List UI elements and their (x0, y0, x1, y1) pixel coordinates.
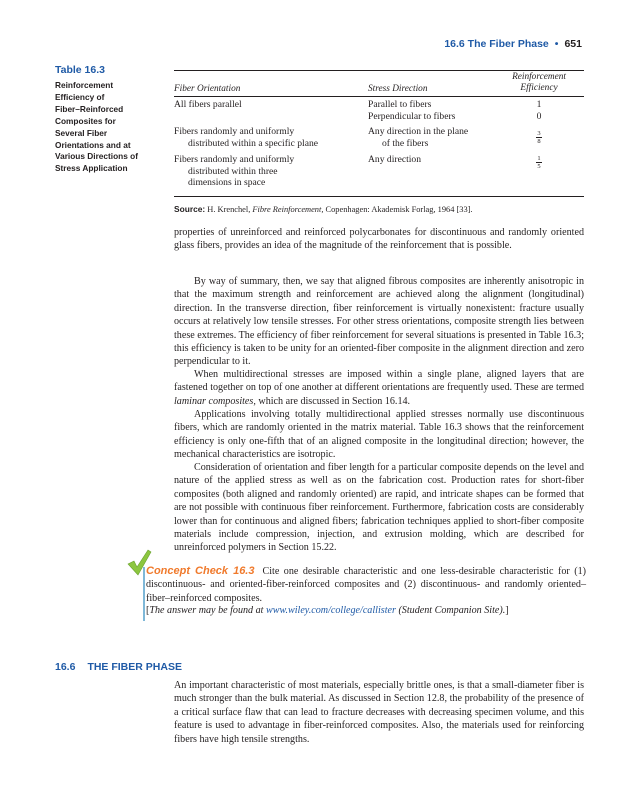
running-head-separator: • (554, 38, 559, 50)
paragraph-text: When multidirectional stresses are imposed within a single plane, aligned layers that are fastened together on top of one another at different orientations are frequently used. These are termed (174, 369, 584, 394)
table-row-2-stress (368, 126, 468, 149)
cell-line: of the fibers (382, 137, 429, 149)
section-title: THE FIBER PHASE (87, 661, 182, 673)
answer-text: (Student Companion Site). (398, 605, 506, 616)
key-term: laminar composites, (174, 395, 256, 407)
efficiency-table (174, 70, 584, 200)
table-row-3-stress (368, 154, 421, 166)
answer-link[interactable]: www.wiley.com/college/callister (266, 605, 396, 616)
header-stress-direction: Stress Direction (368, 84, 428, 94)
header-reinforcement-efficiency (494, 72, 584, 94)
table-row-2-efficiency (519, 130, 559, 145)
caption-line: Orientations and at (55, 139, 131, 150)
paragraph: An important characteristic of most materials, especially brittle ones, is that a small-diameter fiber is much stronger than the bulk material. As discussed in Section 12.8, the probability of the presence of a critical surface flaw that can lead to fracture decreases with decreasing specimen volume, and this feature is used to advantage in fiber-reinforced composites. Also, the materials used for reinforcing fibers have high tensile strengths. (174, 680, 584, 745)
cell-line: Fibers randomly and uniformly (174, 126, 295, 137)
caption-line: Various Directions of (55, 151, 138, 162)
table-source (174, 204, 473, 214)
concept-check-question: Cite one desirable characteristic and one less-desirable characteristic for (1) discontinuous- and oriented-fiber-reinforced composites and (2) discontinuous- and randomly oriented–fiber–reinforced composites. (146, 566, 586, 604)
cell-line: 0 (536, 110, 542, 122)
cell-line: distributed within three (188, 165, 278, 177)
cell-line: dimensions in space (188, 177, 266, 189)
source-title: Fibre Reinforcement, (252, 205, 324, 214)
header-efficiency-line2: Efficiency (520, 83, 558, 93)
table-row-2-orientation (174, 126, 318, 149)
fraction-three-eighths: $\frac{3}{8}$ (537, 130, 541, 145)
paragraph: Applications involving totally multidirectional applied stresses normally use discontinuous fibers, which are randomly oriented in the matrix material. Table 16.3 shows that the reinforcement efficiency is only one-fifth that of an aligned composite in the longitudinal direction; however, the mechanical characteristics are isotropic. (174, 409, 584, 461)
running-head-section: 16.6 The Fiber Phase (444, 38, 549, 50)
bracket: [ (146, 605, 150, 616)
concept-check (146, 565, 586, 605)
section-heading (55, 661, 182, 673)
paragraph: properties of unreinforced and reinforced polycarbonates for discontinuous and randomly oriented glass fibers, provides an idea of the magnitude of the reinforcement that is possible. (174, 227, 584, 252)
header-efficiency-line1: Reinforcement (512, 72, 566, 82)
running-head (444, 38, 582, 50)
table-bottom-rule (174, 196, 584, 197)
page-number: 651 (564, 38, 582, 50)
caption-line: Efficiency of (55, 91, 105, 102)
paragraph-text: which are discussed in Section 16.14. (258, 395, 411, 407)
table-number: Table 16.3 (55, 64, 105, 76)
caption-line: Reinforcement (55, 80, 114, 90)
caption-line: Several Fiber (55, 127, 108, 138)
table-row-1-stress (368, 99, 455, 122)
fraction-one-fifth: $\frac{1}{5}$ (537, 155, 541, 170)
paragraph: By way of summary, then, we say that aligned fibrous composites are inherently anisotropic in that the maximum strength and reinforcement are achieved along the alignment (longitudinal) direction. In the transverse direction, fiber reinforcement is virtually nonexistent: fracture usually occurs at relatively low tensile stresses. For other stress orientations, composite strength lies between these extremes. The efficiency of fiber reinforcement for several situations is presented in Table 16.3; this efficiency is taken to be unity for an oriented-fiber composite in the alignment direction and zero perpendicular to it. (174, 276, 584, 368)
table-row-3-efficiency (519, 155, 559, 170)
source-label: Source: (174, 204, 206, 214)
cell-line: All fibers parallel (174, 99, 242, 110)
table-header-rule (174, 96, 584, 97)
concept-check-answer (146, 605, 509, 616)
caption-line: Fiber–Reinforced (55, 103, 124, 114)
paragraph: Consideration of orientation and fiber length for a particular composite depends on the level and nature of the applied stress as well as on the fabrication cost. Production rates for short-fiber composites (both aligned and randomly oriented) are rapid, and intricate shapes can be formed that are not possible with continuous fiber reinforcement. Furthermore, fabrication costs are considerably lower than for continuous and aligned fibers; fabrication techniques applied to short-fiber composite materials include compression, injection, and extrusion molding, which are described for unreinforced polymers in Section 15.22. (174, 462, 584, 554)
cell-line: 1 (536, 99, 542, 110)
source-publisher: Copenhagen: Akademisk Forlag, 1964 [33]. (325, 205, 473, 214)
table-row-1-efficiency (519, 99, 559, 122)
cell-line: Any direction in the plane (368, 126, 469, 137)
cell-line: distributed within a specific plane (188, 137, 319, 149)
cell-line: Perpendicular to fibers (368, 110, 456, 122)
table-title (55, 80, 167, 175)
answer-text: The answer may be found at (149, 605, 264, 616)
caption-line: Composites for (55, 115, 116, 126)
concept-check-title: Concept Check 16.3 (146, 565, 255, 577)
header-fiber-orientation: Fiber Orientation (174, 84, 241, 94)
cell-line: Fibers randomly and uniformly (174, 154, 295, 165)
caption-line: Stress Application (55, 163, 128, 174)
cell-line: Any direction (368, 154, 422, 165)
cell-line: Parallel to fibers (368, 99, 432, 110)
section-number: 16.6 (55, 661, 76, 673)
table-caption (55, 64, 167, 175)
paragraph (174, 368, 584, 408)
table-row-3-orientation (174, 154, 294, 189)
bracket: ] (505, 605, 509, 616)
source-author: H. Krenchel, (207, 205, 251, 214)
table-row-1-orientation (174, 99, 242, 111)
